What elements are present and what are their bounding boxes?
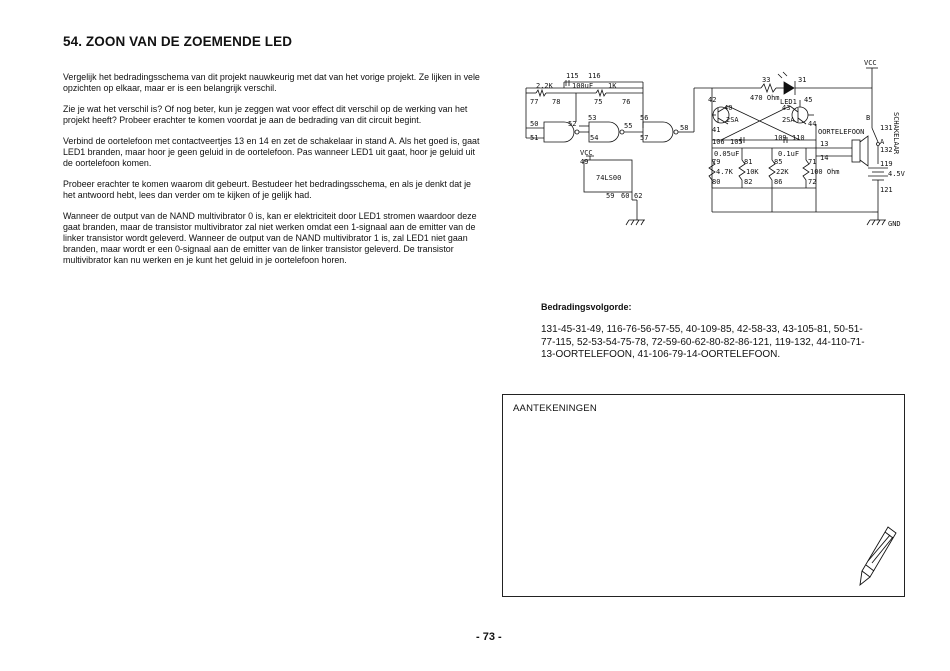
label-470-ohm: 470 Ohm	[750, 94, 780, 102]
label-50: 50	[530, 120, 539, 128]
label-81: 81	[744, 158, 753, 166]
label-85: 85	[774, 158, 783, 166]
label-79: 79	[712, 158, 721, 166]
label-49: 49	[580, 158, 589, 166]
label-2k2: 2.2K	[536, 82, 553, 90]
label-13: 13	[820, 140, 829, 148]
label-82: 82	[744, 178, 753, 186]
label-77: 77	[530, 98, 539, 106]
gnd-label: GND	[888, 220, 901, 228]
label-43: 43	[782, 104, 791, 112]
label-60: 60	[621, 192, 630, 200]
ic-label: 74LS00	[596, 174, 622, 182]
label-41: 41	[712, 126, 721, 134]
paragraph-3: Verbind de oortelefoon met contactveertjes 13 en 14 en zet de schakelaar in stand A. Als het goed is, gaat LED1 branden, maar hoor je geen geluid in de oortelefoon. Pas wanneer LED1 uit gaat, hoor je geluid uit de oortelefoon komen.	[63, 136, 480, 168]
earphone-label: OORTELEFOON	[818, 128, 865, 136]
body-text	[63, 72, 483, 276]
label-55: 55	[624, 122, 633, 130]
transistor-2-label: 2SA	[782, 116, 795, 124]
label-110: 110	[792, 134, 805, 142]
label-22k: 22K	[776, 168, 789, 176]
label-59: 59	[606, 192, 615, 200]
pencil-icon	[858, 525, 898, 591]
label-45: 45	[804, 96, 813, 104]
switch-label: SCHAKELAAR	[892, 112, 900, 155]
label-80: 80	[712, 178, 721, 186]
label-86: 86	[774, 178, 783, 186]
notes-title: AANTEKENINGEN	[513, 403, 597, 414]
label-132: 132	[880, 146, 893, 154]
label-105: 105	[730, 138, 743, 146]
label-116: 116	[588, 72, 601, 80]
label-42: 42	[708, 96, 717, 104]
paragraph-4: Probeer erachter te komen waarom dit gebeurt. Bestudeer het bedradingsschema, en als je denkt dat je het antwoord hebt, lees dan verder om te kijken of je gelijk had.	[63, 179, 471, 200]
label-54: 54	[590, 134, 599, 142]
label-10k: 10K	[746, 168, 759, 176]
label-33: 33	[762, 76, 771, 84]
label-72: 72	[808, 178, 817, 186]
label-53: 53	[588, 114, 597, 122]
switch-label-a: A	[880, 138, 885, 146]
label-100-ohm: 100 Ohm	[810, 168, 840, 176]
label-71: 71	[808, 158, 817, 166]
label-62: 62	[634, 192, 643, 200]
label-58: 58	[680, 124, 689, 132]
label-56: 56	[640, 114, 649, 122]
label-vcc-ic: VCC	[580, 149, 593, 157]
label-109: 109	[774, 134, 787, 142]
label-119: 119	[880, 160, 893, 168]
paragraph-5: Wanneer de output van de NAND multivibrator 0 is, kan er elektriciteit door LED1 stromen waardoor deze gaat branden, maar de transistor multivibrator zal niet werken omdat een 1-signaal aan de emitter van de linker transistor wordt geleverd. Wanneer de output van de NAND multivibrator 1 is, zal LED1 niet gaan branden, maar wordt er een 0-signaal aan de emitter van de linker transistor geleverd. De transistor multivibrator kan nu werken en je kunt het geluid in je oortelefoon horen.	[63, 211, 477, 265]
label-131: 131	[880, 124, 893, 132]
label-0-05uf: 0.05uF	[714, 150, 740, 158]
vcc-label: VCC	[864, 60, 877, 67]
notes-box	[502, 394, 905, 597]
label-121: 121	[880, 186, 893, 194]
label-57: 57	[640, 134, 649, 142]
label-76: 76	[622, 98, 631, 106]
battery-label: 4.5V	[888, 170, 905, 178]
label-52: 52	[568, 120, 577, 128]
label-78: 78	[552, 98, 561, 106]
label-106: 106	[712, 138, 725, 146]
label-4-7k: 4.7K	[716, 168, 733, 176]
label-75: 75	[594, 98, 603, 106]
label-0-1uf: 0.1uF	[778, 150, 800, 158]
label-31: 31	[798, 76, 807, 84]
label-44: 44	[808, 120, 817, 128]
label-1k: 1K	[608, 82, 617, 90]
wiring-diagram	[516, 60, 916, 240]
switch-label-b: B	[866, 114, 871, 122]
label-40: 40	[724, 104, 733, 112]
transistor-1-label: 2SA	[726, 116, 739, 124]
label-115: 115	[566, 72, 579, 80]
page-number: - 73 -	[476, 631, 502, 643]
page-title: 54. ZOON VAN DE ZOEMENDE LED	[63, 34, 293, 49]
wiring-order-sequence: 131-45-31-49, 116-76-56-57-55, 40-109-85, 42-58-33, 43-105-81, 50-51-77-115, 52-53-54-75-78, 72-59-60-62-80-82-86-121, 119-132, 44-110-71-13-OORTELEFOON, 41-106-79-14-OORTELEFOON.	[541, 324, 865, 360]
paragraph-2: Zie je wat het verschil is? Of nog beter, kun je zeggen wat voor effect dit verschil op de werking van het projekt heeft? Probeer erachter te komen voordat je aan de bedrading van dit circuit begint.	[63, 104, 468, 125]
wiring-order-heading: Bedradingsvolgorde:	[541, 302, 632, 312]
label-14: 14	[820, 154, 829, 162]
label-100uf: 100uF	[572, 82, 594, 90]
led-label: LED1	[780, 98, 797, 106]
label-51: 51	[530, 134, 539, 142]
paragraph-1: Vergelijk het bedradingsschema van dit projekt nauwkeurig met dat van het vorige projekt. Ze lijken in vele opzichten op elkaar, maar er is een belangrijk verschil.	[63, 72, 480, 93]
